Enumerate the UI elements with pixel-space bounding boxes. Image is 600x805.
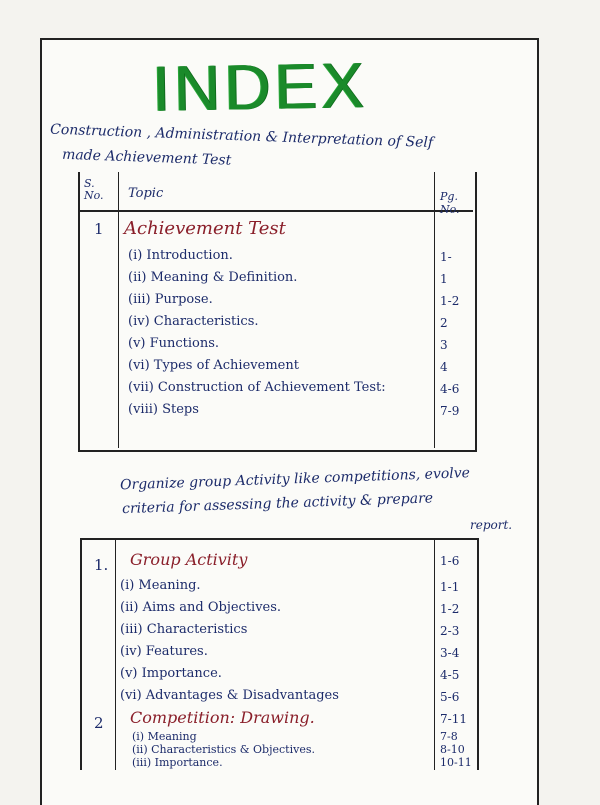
- page-ref: 1-2: [440, 602, 460, 616]
- header-topic: Topic: [128, 186, 164, 201]
- list-item: (i) Meaning.: [120, 578, 201, 593]
- header-page-number: Pg. No.: [440, 190, 460, 216]
- list-item: (viii) Steps: [128, 402, 199, 417]
- page-ref: 10-11: [440, 756, 472, 769]
- row-number: 2: [94, 714, 104, 732]
- list-item: (iii) Importance.: [132, 756, 223, 769]
- unit-title-2-line-2: criteria for assessing the activity & prepare: [121, 490, 434, 518]
- section-heading: Competition: Drawing.: [130, 708, 315, 727]
- section-heading: Achievement Test: [124, 218, 286, 239]
- index-table-1: [78, 172, 477, 452]
- page-ref: 7-9: [440, 404, 460, 418]
- page-title: INDEX: [151, 49, 369, 125]
- list-item: (vi) Advantages & Disadvantages: [120, 688, 339, 703]
- page-ref: 1-2: [440, 294, 460, 308]
- section-heading: Group Activity: [130, 550, 248, 569]
- table-divider: [434, 540, 435, 770]
- table-divider: [118, 172, 119, 448]
- page-ref: 7-11: [440, 712, 467, 726]
- page-ref: 1: [440, 272, 448, 286]
- list-item: (iv) Characteristics.: [128, 314, 259, 329]
- page-ref: 2: [440, 316, 448, 330]
- page-ref: 1-1: [440, 580, 460, 594]
- list-item: (v) Functions.: [128, 336, 220, 351]
- page-ref: 4-6: [440, 382, 460, 396]
- list-item: (ii) Characteristics & Objectives.: [132, 743, 315, 756]
- table-divider: [434, 172, 435, 448]
- page-ref: 2-3: [440, 624, 460, 638]
- list-item: (iv) Features.: [120, 644, 208, 659]
- list-item: (i) Meaning: [132, 730, 197, 743]
- unit-title-line-1: Construction , Administration & Interpretation of Self: [49, 121, 434, 151]
- page-ref: 4: [440, 360, 448, 374]
- list-item: (vi) Types of Achievement: [128, 358, 299, 373]
- page-ref: 7-8: [440, 730, 458, 743]
- page-ref: 1-6: [440, 554, 460, 568]
- list-item: (vii) Construction of Achievement Test:: [128, 380, 386, 395]
- page-ref: 1-: [440, 250, 452, 264]
- list-item: (ii) Aims and Objectives.: [120, 600, 282, 615]
- page-ref: 5-6: [440, 690, 460, 704]
- unit-title-line-2: made Achievement Test: [61, 146, 232, 169]
- index-table-2: [80, 538, 479, 770]
- row-number: 1: [94, 220, 104, 238]
- list-item: (v) Importance.: [120, 666, 222, 681]
- page-ref: 8-10: [440, 743, 465, 756]
- list-item: (iii) Purpose.: [128, 292, 213, 307]
- table-divider: [115, 540, 116, 770]
- page-ref: 3-4: [440, 646, 460, 660]
- row-number: 1.: [94, 556, 109, 574]
- list-item: (i) Introduction.: [128, 248, 233, 263]
- list-item: (iii) Characteristics: [120, 622, 248, 637]
- header-serial-number: S. No.: [84, 177, 104, 202]
- table-header-rule: [80, 210, 473, 212]
- unit-title-2-line-1: Organize group Activity like competitions, evolve: [119, 465, 471, 494]
- page-ref: 4-5: [440, 668, 460, 682]
- unit-title-2-line-3: report.: [470, 518, 513, 532]
- list-item: (ii) Meaning & Definition.: [128, 270, 298, 285]
- page-ref: 3: [440, 338, 448, 352]
